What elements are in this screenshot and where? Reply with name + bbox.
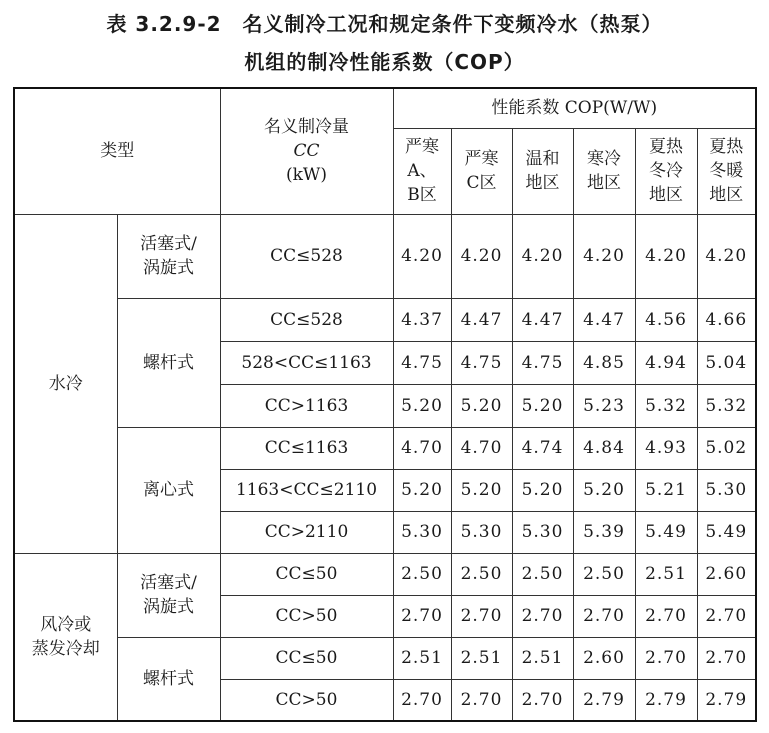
header-capacity-line2: CC — [293, 141, 320, 162]
row-4-value: 4.84 — [573, 427, 635, 469]
row-7-value: 2.50 — [393, 553, 451, 595]
table-caption-line2: 机组的制冷性能系数（COP） — [244, 50, 525, 74]
zone-1-line1: 严寒 — [405, 137, 439, 157]
row-1-value: 4.47 — [512, 298, 573, 341]
header-capacity-line3: (kW) — [285, 165, 328, 186]
zone-2-line1: 严寒 — [464, 149, 499, 169]
header-zone-3 — [512, 128, 573, 214]
header-zone-6 — [697, 128, 756, 214]
subtype-air-screw — [117, 637, 220, 721]
row-6-value: 5.30 — [512, 511, 573, 553]
row-4-value: 4.74 — [512, 427, 573, 469]
row-2-condition: 528<CC≤1163 — [220, 341, 393, 384]
zone-6-line1: 夏热 — [709, 137, 744, 157]
group-water-line1: 水冷 — [48, 373, 83, 394]
zone-5-line3: 地区 — [649, 185, 683, 205]
row-9-condition: CC≤50 — [220, 637, 393, 679]
row-0-value: 4.20 — [635, 214, 697, 298]
row-5-value: 5.20 — [393, 469, 451, 511]
row-4-value: 5.02 — [697, 427, 756, 469]
subtype-water-piston-scroll — [117, 214, 220, 298]
row-9-value: 2.70 — [635, 637, 697, 679]
zone-1-line3: B区 — [407, 185, 437, 205]
row-10-value: 2.79 — [573, 679, 635, 721]
header-zone-4 — [573, 128, 635, 214]
row-9-value: 2.51 — [512, 637, 573, 679]
row-10-value: 2.79 — [635, 679, 697, 721]
table-row — [14, 637, 756, 679]
row-8-value: 2.70 — [512, 595, 573, 637]
header-capacity-line1: 名义制冷量 — [264, 117, 349, 138]
row-2-value: 5.04 — [697, 341, 756, 384]
header-zone-2 — [451, 128, 512, 214]
row-6-value: 5.49 — [635, 511, 697, 553]
subtype-air-piston-scroll — [117, 553, 220, 637]
group-water-cooled — [14, 214, 117, 553]
zone-2-line2: C区 — [466, 173, 497, 193]
row-10-value: 2.70 — [393, 679, 451, 721]
row-10-value: 2.79 — [697, 679, 756, 721]
zone-6-line2: 冬暖 — [709, 161, 744, 181]
row-0-value: 4.20 — [512, 214, 573, 298]
row-6-condition: CC>2110 — [220, 511, 393, 553]
row-0-condition: CC≤528 — [220, 214, 393, 298]
row-6-value: 5.30 — [451, 511, 512, 553]
row-1-value: 4.37 — [393, 298, 451, 341]
table-caption-line1: 表 3.2.9-2 名义制冷工况和规定条件下变频冷水（热泵） — [106, 12, 663, 36]
group-air-evap-cooled — [14, 553, 117, 721]
row-10-value: 2.70 — [512, 679, 573, 721]
row-10-condition: CC>50 — [220, 679, 393, 721]
zone-6-line3: 地区 — [709, 185, 744, 205]
row-1-value: 4.47 — [451, 298, 512, 341]
row-5-value: 5.20 — [573, 469, 635, 511]
row-0-value: 4.20 — [697, 214, 756, 298]
subtype-line1: 活塞式/ — [140, 573, 197, 593]
row-2-value: 4.85 — [573, 341, 635, 384]
row-5-value: 5.30 — [697, 469, 756, 511]
header-zone-1 — [393, 128, 451, 214]
row-0-value: 4.20 — [393, 214, 451, 298]
row-3-value: 5.32 — [635, 384, 697, 427]
subtype-water-screw — [117, 298, 220, 427]
header-zone-5 — [635, 128, 697, 214]
row-3-value: 5.32 — [697, 384, 756, 427]
table-row — [14, 214, 756, 298]
row-8-value: 2.70 — [573, 595, 635, 637]
zone-4-line1: 寒冷 — [587, 149, 621, 169]
row-2-value: 4.75 — [451, 341, 512, 384]
table-row — [14, 427, 756, 469]
row-2-value: 4.75 — [512, 341, 573, 384]
row-3-condition: CC>1163 — [220, 384, 393, 427]
row-2-value: 4.94 — [635, 341, 697, 384]
row-3-value: 5.20 — [393, 384, 451, 427]
row-8-value: 2.70 — [393, 595, 451, 637]
row-4-value: 4.70 — [393, 427, 451, 469]
row-1-value: 4.66 — [697, 298, 756, 341]
zone-3-line2: 地区 — [525, 173, 560, 193]
zone-1-line2: A、 — [407, 161, 437, 181]
header-type: 类型 — [14, 88, 220, 214]
row-5-value: 5.21 — [635, 469, 697, 511]
table-row — [14, 553, 756, 595]
row-7-value: 2.50 — [573, 553, 635, 595]
row-6-value: 5.49 — [697, 511, 756, 553]
row-3-value: 5.20 — [451, 384, 512, 427]
row-8-condition: CC>50 — [220, 595, 393, 637]
row-7-condition: CC≤50 — [220, 553, 393, 595]
row-4-condition: CC≤1163 — [220, 427, 393, 469]
row-5-value: 5.20 — [512, 469, 573, 511]
row-0-value: 4.20 — [451, 214, 512, 298]
row-2-value: 4.75 — [393, 341, 451, 384]
row-7-value: 2.51 — [635, 553, 697, 595]
zone-5-line2: 冬冷 — [649, 161, 683, 181]
row-3-value: 5.20 — [512, 384, 573, 427]
table-row — [14, 298, 756, 341]
row-7-value: 2.60 — [697, 553, 756, 595]
row-5-value: 5.20 — [451, 469, 512, 511]
row-1-value: 4.56 — [635, 298, 697, 341]
zone-5-line1: 夏热 — [649, 137, 683, 157]
zone-3-line1: 温和 — [525, 149, 560, 169]
row-6-value: 5.30 — [393, 511, 451, 553]
row-8-value: 2.70 — [697, 595, 756, 637]
row-4-value: 4.70 — [451, 427, 512, 469]
subtype-line2: 涡旋式 — [143, 258, 194, 278]
row-1-value: 4.47 — [573, 298, 635, 341]
row-8-value: 2.70 — [451, 595, 512, 637]
row-8-value: 2.70 — [635, 595, 697, 637]
cop-table — [13, 87, 757, 722]
row-9-value: 2.51 — [451, 637, 512, 679]
row-4-value: 4.93 — [635, 427, 697, 469]
header-cop-group: 性能系数 COP(W/W) — [393, 88, 756, 128]
subtype-line1: 活塞式/ — [140, 234, 197, 254]
header-capacity — [220, 88, 393, 214]
row-9-value: 2.51 — [393, 637, 451, 679]
subtype-line1: 离心式 — [143, 480, 194, 500]
row-3-value: 5.23 — [573, 384, 635, 427]
row-1-condition: CC≤528 — [220, 298, 393, 341]
subtype-water-centrifugal — [117, 427, 220, 553]
row-0-value: 4.20 — [573, 214, 635, 298]
row-5-condition: 1163<CC≤2110 — [220, 469, 393, 511]
subtype-line1: 螺杆式 — [143, 352, 194, 373]
subtype-line1: 螺杆式 — [143, 668, 194, 689]
subtype-line2: 涡旋式 — [143, 597, 194, 617]
row-6-value: 5.39 — [573, 511, 635, 553]
group-air-line2: 蒸发冷却 — [31, 638, 100, 659]
zone-4-line2: 地区 — [587, 173, 621, 193]
row-9-value: 2.60 — [573, 637, 635, 679]
row-7-value: 2.50 — [512, 553, 573, 595]
row-10-value: 2.70 — [451, 679, 512, 721]
row-9-value: 2.70 — [697, 637, 756, 679]
group-air-line1: 风冷或 — [40, 614, 92, 635]
row-7-value: 2.50 — [451, 553, 512, 595]
